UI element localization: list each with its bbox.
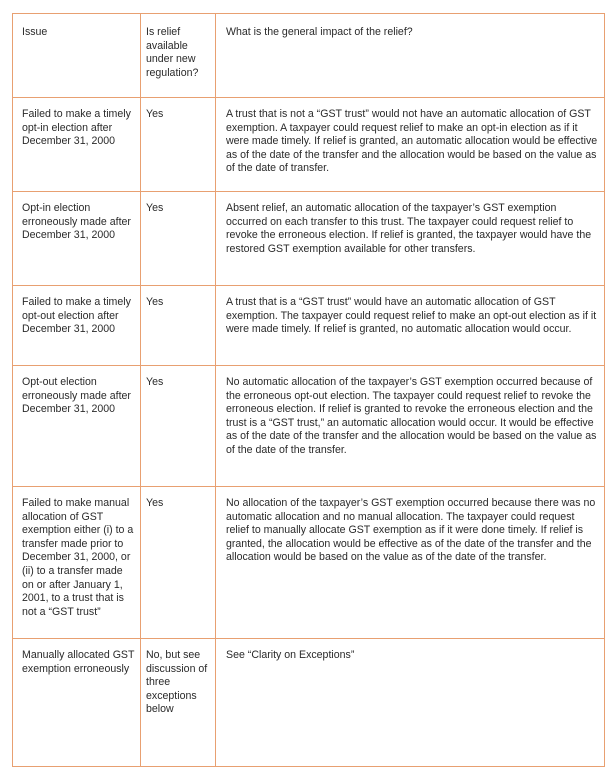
table-row [13, 192, 605, 286]
impact-text: No automatic allocation of the taxpayer’s GST exemption occurred because of the erroneous opt-out election. The taxpayer could request relief to revoke the erroneous election. If relief is granted to revoke the erroneous election and the trust is a “GST trust,” an automatic allocation would occur. It would be effective as of the date of the transfer and the allocation would be based on the value as of the date of the transfer. [226, 376, 597, 456]
issue-text: Opt-in election erroneously made after December 31, 2000 [22, 202, 131, 242]
issue-text: Manually allocated GST exemption erroneously [22, 649, 135, 675]
issue-cell [13, 639, 141, 767]
impact-text: See “Clarity on Exceptions” [226, 649, 355, 661]
gst-relief-table [12, 13, 605, 767]
issue-text: Failed to make a timely opt-out election after December 31, 2000 [22, 296, 131, 336]
available-cell [141, 98, 216, 192]
table-row [13, 487, 605, 639]
table-row [13, 286, 605, 366]
issue-cell [13, 487, 141, 639]
issue-cell [13, 366, 141, 487]
impact-cell [216, 639, 605, 767]
available-cell [141, 286, 216, 366]
impact-text: A trust that is not a “GST trust” would not have an automatic allocation of GST exemption. A taxpayer could request relief to make an opt-in election as if it were made timely. If relief is granted, an automatic allocation would be effective as of the date of the transfer and the allocation would be based on the value as of the date of transfer. [226, 108, 598, 175]
issue-text: Opt-out election erroneously made after December 31, 2000 [22, 376, 131, 416]
header-cell-impact [216, 14, 605, 98]
impact-cell [216, 98, 605, 192]
issue-cell [13, 192, 141, 286]
available-text: Yes [146, 108, 164, 120]
issue-text: Failed to make manual allocation of GST exemption either (i) to a transfer made prior to December 31, 2000, or (ii) to a transfer made on or after January 1, 2001, to a trust that is not a “GST trust” [22, 497, 134, 618]
available-text: Yes [146, 497, 164, 509]
impact-cell [216, 366, 605, 487]
issue-cell [13, 98, 141, 192]
table-row [13, 98, 605, 192]
available-cell [141, 366, 216, 487]
available-text: Yes [146, 202, 164, 214]
impact-cell [216, 192, 605, 286]
available-text: Yes [146, 296, 164, 308]
table-header-row [13, 14, 605, 98]
impact-text: A trust that is a “GST trust” would have an automatic allocation of GST exemption. The taxpayer could request relief to make an opt-out election as if it were made timely. If relief is granted, no automatic allocation would occur. [226, 296, 597, 336]
impact-text: Absent relief, an automatic allocation of the taxpayer’s GST exemption occurred on each transfer to this trust. The taxpayer could request relief to revoke the erroneous election. If relief is granted, the taxpayer would have the restored GST exemption available for other transfers. [226, 202, 592, 255]
table-row [13, 639, 605, 767]
available-text: Yes [146, 376, 164, 388]
issue-cell [13, 286, 141, 366]
header-available-text: Is relief available under new regulation? [146, 26, 199, 79]
table-row [13, 366, 605, 487]
impact-cell [216, 286, 605, 366]
issue-text: Failed to make a timely opt-in election after December 31, 2000 [22, 108, 131, 148]
available-text: No, but see discussion of three exceptions below [146, 649, 208, 716]
header-cell-available [141, 14, 216, 98]
available-cell [141, 192, 216, 286]
available-cell [141, 639, 216, 767]
header-impact-text: What is the general impact of the relief? [226, 26, 413, 38]
impact-text: No allocation of the taxpayer’s GST exemption occurred because there was no automatic allocation and no manual allocation. The taxpayer could request relief to manually allocate GST exemption as if it were done timely. If relief is granted, the allocation would be effective as of the date of the transfer and the allocation would be based on the value as of the date of the transfer. [226, 497, 596, 564]
impact-cell [216, 487, 605, 639]
header-cell-issue [13, 14, 141, 98]
available-cell [141, 487, 216, 639]
header-issue-text: Issue [22, 26, 48, 38]
